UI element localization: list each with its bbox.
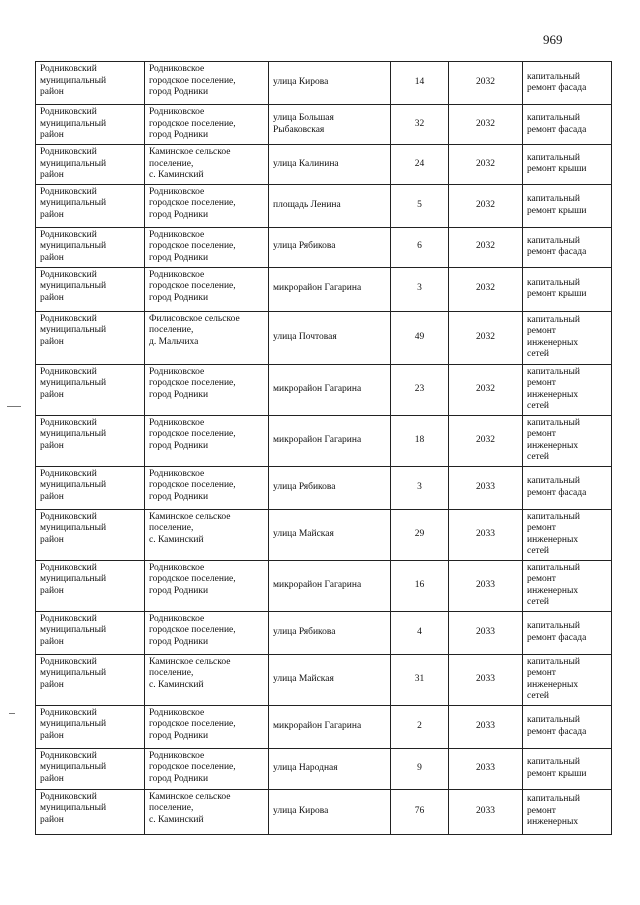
settlement-line: Родниковское — [149, 417, 205, 428]
district-line: муниципальный — [40, 118, 107, 129]
work-type-line: капитальный — [527, 757, 580, 767]
settlement-line: город Родники — [149, 130, 209, 140]
work-type-line: ремонт крыши — [527, 205, 587, 216]
street-line: улица Большая — [273, 113, 334, 123]
settlement-line: город Родники — [149, 773, 209, 784]
settlement-line: городское поселение, — [149, 281, 236, 291]
street-cell — [269, 105, 391, 145]
settlement-line: городское поселение, — [149, 480, 236, 490]
work-type-line: ремонт фасада — [527, 632, 587, 643]
year-cell: 2032 — [449, 227, 523, 267]
settlement-line: Родниковское — [149, 186, 205, 197]
work-type-line: инженерных — [527, 534, 579, 545]
year-cell: 2032 — [449, 364, 523, 415]
work-type-cell — [523, 789, 612, 834]
work-type-line: инженерных — [527, 337, 579, 348]
street-line: микрорайон Гагарина — [273, 720, 362, 731]
table-row — [36, 466, 612, 509]
house-number-cell: 24 — [391, 145, 449, 185]
settlement-line: Родниковское — [149, 107, 205, 117]
work-type-line: капитальный — [527, 621, 580, 631]
district-line: район — [40, 87, 64, 97]
year-cell: 2032 — [449, 311, 523, 364]
street-cell — [269, 611, 391, 654]
settlement-line: Родниковское — [149, 269, 205, 280]
district-cell — [36, 789, 145, 834]
house-number-cell: 76 — [391, 789, 449, 834]
street-line: улица Рябикова — [273, 626, 336, 637]
district-line: Родниковский — [40, 147, 97, 157]
street-line: микрорайон Гагарина — [273, 283, 362, 294]
work-type-line: ремонт крыши — [527, 768, 587, 779]
table-row — [36, 705, 612, 748]
house-number-cell: 6 — [391, 227, 449, 267]
settlement-line: Каминское сельское — [149, 791, 231, 802]
work-type-cell — [523, 311, 612, 364]
work-type-cell — [523, 560, 612, 611]
year-cell: 2032 — [449, 184, 523, 227]
house-number-cell: 16 — [391, 560, 449, 611]
settlement-line: Родниковское — [149, 468, 205, 479]
district-line: муниципальный — [40, 668, 107, 678]
work-type-cell — [523, 227, 612, 267]
district-line: район — [40, 491, 64, 502]
settlement-line: городское поселение, — [149, 75, 236, 86]
settlement-line: Каминское сельское — [149, 656, 231, 667]
street-cell — [269, 227, 391, 267]
work-type-cell — [523, 62, 612, 105]
district-line: муниципальный — [40, 281, 107, 291]
work-type-line: капитальный — [527, 476, 580, 486]
house-number-cell: 49 — [391, 311, 449, 364]
settlement-line: с. Каминский — [149, 170, 204, 180]
district-line: Родниковский — [40, 366, 97, 377]
street-cell — [269, 62, 391, 105]
settlement-cell — [145, 267, 269, 311]
settlement-line: поселение, — [149, 668, 194, 678]
settlement-cell — [145, 654, 269, 705]
work-type-cell — [523, 105, 612, 145]
district-line: Родниковский — [40, 707, 97, 718]
settlement-line: городское поселение, — [149, 574, 236, 584]
street-line: микрорайон Гагарина — [273, 383, 362, 394]
year-cell: 2032 — [449, 145, 523, 185]
street-line: улица Народная — [273, 762, 338, 773]
street-cell — [269, 705, 391, 748]
district-line: муниципальный — [40, 75, 107, 86]
street-cell — [269, 748, 391, 789]
work-type-line: ремонт фасада — [527, 83, 587, 93]
district-line: муниципальный — [40, 719, 107, 729]
work-type-line: сетей — [527, 452, 550, 462]
settlement-cell — [145, 62, 269, 105]
work-type-cell — [523, 145, 612, 185]
settlement-line: городское поселение, — [149, 719, 236, 729]
street-line: улица Рябикова — [273, 241, 336, 252]
year-cell: 2033 — [449, 466, 523, 509]
year-cell: 2033 — [449, 748, 523, 789]
street-cell — [269, 789, 391, 834]
table-row — [36, 789, 612, 834]
district-cell — [36, 654, 145, 705]
settlement-line: д. Мальчиха — [149, 336, 199, 347]
work-type-line: капитальный — [527, 511, 580, 522]
settlement-line: с. Каминский — [149, 534, 204, 545]
street-line: улица Почтовая — [273, 331, 337, 342]
district-line: район — [40, 773, 64, 784]
work-type-line: ремонт — [527, 523, 556, 533]
settlement-cell — [145, 611, 269, 654]
house-number-cell: 9 — [391, 748, 449, 789]
table-row — [36, 364, 612, 415]
settlement-line: Родниковское — [149, 707, 205, 718]
settlement-cell — [145, 145, 269, 185]
street-line: улица Кирова — [273, 805, 329, 816]
street-cell — [269, 184, 391, 227]
house-number-cell: 3 — [391, 466, 449, 509]
work-type-line: ремонт крыши — [527, 164, 587, 175]
district-line: муниципальный — [40, 762, 107, 772]
year-cell: 2032 — [449, 105, 523, 145]
table-row — [36, 184, 612, 227]
street-cell — [269, 267, 391, 311]
house-number-cell: 4 — [391, 611, 449, 654]
district-cell — [36, 509, 145, 560]
work-type-line: капитальный — [527, 562, 580, 573]
settlement-line: с. Каминский — [149, 679, 204, 690]
district-line: муниципальный — [40, 803, 107, 813]
district-line: район — [40, 170, 64, 180]
settlement-cell — [145, 789, 269, 834]
work-type-line: капитальный — [527, 314, 580, 325]
year-cell: 2033 — [449, 560, 523, 611]
district-line: район — [40, 209, 64, 220]
year-cell: 2033 — [449, 789, 523, 834]
settlement-cell — [145, 466, 269, 509]
settlement-line: городское поселение, — [149, 429, 236, 439]
settlement-line: городское поселение, — [149, 625, 236, 635]
street-cell — [269, 145, 391, 185]
work-type-line: ремонт — [527, 805, 556, 816]
settlement-line: Родниковское — [149, 229, 205, 240]
district-line: муниципальный — [40, 625, 107, 635]
table-row — [36, 560, 612, 611]
street-line: микрорайон Гагарина — [273, 579, 362, 590]
street-cell — [269, 654, 391, 705]
street-line: улица Калинина — [273, 158, 339, 169]
work-type-line: сетей — [527, 546, 550, 556]
work-type-line: инженерных — [527, 389, 579, 400]
settlement-line: город Родники — [149, 440, 209, 451]
district-line: Родниковский — [40, 656, 97, 667]
settlement-line: городское поселение, — [149, 762, 236, 772]
table-row — [36, 654, 612, 705]
settlement-cell — [145, 364, 269, 415]
work-type-line: капитальный — [527, 366, 580, 377]
table-row — [36, 145, 612, 185]
table-row — [36, 748, 612, 789]
work-type-line: капитальный — [527, 71, 580, 82]
house-number-cell: 3 — [391, 267, 449, 311]
table-row — [36, 62, 612, 105]
work-type-line: капитальный — [527, 417, 580, 428]
district-line: Родниковский — [40, 229, 97, 240]
street-cell — [269, 466, 391, 509]
settlement-line: Родниковское — [149, 366, 205, 377]
settlement-cell — [145, 705, 269, 748]
work-type-cell — [523, 184, 612, 227]
year-cell: 2033 — [449, 705, 523, 748]
district-cell — [36, 311, 145, 364]
settlement-line: поселение, — [149, 158, 194, 169]
street-line: Рыбаковская — [273, 124, 325, 135]
district-line: муниципальный — [40, 198, 107, 208]
work-type-line: сетей — [527, 597, 550, 607]
work-type-line: капитальный — [527, 152, 580, 163]
year-cell: 2032 — [449, 62, 523, 105]
work-type-line: ремонт — [527, 429, 556, 439]
district-line: район — [40, 252, 64, 263]
district-line: Родниковский — [40, 417, 97, 428]
district-line: район — [40, 679, 64, 690]
settlement-line: поселение, — [149, 523, 194, 533]
district-line: Родниковский — [40, 511, 97, 522]
district-line: муниципальный — [40, 158, 107, 169]
work-type-line: капитальный — [527, 113, 580, 123]
settlement-line: город Родники — [149, 209, 209, 220]
settlement-cell — [145, 560, 269, 611]
district-line: муниципальный — [40, 378, 107, 388]
work-type-line: инженерных — [527, 679, 579, 690]
work-type-line: инженерных — [527, 440, 579, 451]
district-line: Родниковский — [40, 468, 97, 479]
street-line: площадь Ленина — [273, 199, 341, 210]
settlement-line: город Родники — [149, 636, 209, 647]
district-line: муниципальный — [40, 480, 107, 490]
work-type-line: ремонт — [527, 326, 556, 336]
settlement-cell — [145, 311, 269, 364]
work-type-cell — [523, 705, 612, 748]
settlement-line: городское поселение, — [149, 378, 236, 388]
work-type-line: сетей — [527, 401, 550, 411]
work-type-line: ремонт крыши — [527, 289, 587, 299]
district-cell — [36, 105, 145, 145]
settlement-line: Родниковское — [149, 562, 205, 573]
year-cell: 2032 — [449, 415, 523, 466]
district-line: муниципальный — [40, 241, 107, 251]
house-number-cell: 18 — [391, 415, 449, 466]
work-type-cell — [523, 654, 612, 705]
settlement-line: Каминское сельское — [149, 147, 231, 157]
settlement-line: поселение, — [149, 325, 194, 335]
district-line: район — [40, 130, 64, 140]
district-cell — [36, 62, 145, 105]
district-line: район — [40, 336, 64, 347]
street-cell — [269, 311, 391, 364]
work-type-cell — [523, 466, 612, 509]
work-type-line: ремонт фасада — [527, 247, 587, 257]
street-cell — [269, 364, 391, 415]
street-line: улица Майская — [273, 673, 334, 684]
house-number-cell: 14 — [391, 62, 449, 105]
work-type-cell — [523, 611, 612, 654]
district-line: Родниковский — [40, 64, 97, 74]
settlement-line: городское поселение, — [149, 241, 236, 251]
settlement-cell — [145, 415, 269, 466]
work-type-line: ремонт — [527, 378, 556, 388]
street-cell — [269, 509, 391, 560]
settlement-line: город Родники — [149, 491, 209, 502]
settlement-line: город Родники — [149, 730, 209, 741]
work-type-cell — [523, 364, 612, 415]
settlement-line: Каминское сельское — [149, 511, 231, 522]
work-type-line: ремонт — [527, 574, 556, 584]
settlement-cell — [145, 227, 269, 267]
district-line: район — [40, 292, 64, 303]
district-line: муниципальный — [40, 523, 107, 533]
work-type-line: инженерных — [527, 817, 579, 828]
work-type-line: капитальный — [527, 194, 580, 204]
district-line: район — [40, 389, 64, 400]
year-cell: 2033 — [449, 654, 523, 705]
street-line: улица Майская — [273, 528, 334, 539]
year-cell: 2033 — [449, 509, 523, 560]
year-cell: 2033 — [449, 611, 523, 654]
page-number: 969 — [543, 32, 563, 47]
housing-repair-table — [35, 61, 612, 835]
settlement-line: городское поселение, — [149, 198, 236, 208]
house-number-cell: 23 — [391, 364, 449, 415]
settlement-line: город Родники — [149, 585, 209, 596]
street-cell — [269, 415, 391, 466]
settlement-cell — [145, 509, 269, 560]
district-line: район — [40, 636, 64, 647]
district-cell — [36, 415, 145, 466]
district-line: муниципальный — [40, 325, 107, 335]
house-number-cell: 2 — [391, 705, 449, 748]
district-line: Родниковский — [40, 186, 97, 197]
district-line: район — [40, 814, 64, 825]
district-cell — [36, 748, 145, 789]
district-line: муниципальный — [40, 574, 107, 584]
settlement-cell — [145, 748, 269, 789]
margin-mark — [9, 713, 15, 714]
settlement-line: Филисовское сельское — [149, 313, 240, 324]
district-line: Родниковский — [40, 791, 97, 802]
district-line: муниципальный — [40, 429, 107, 439]
district-line: Родниковский — [40, 269, 97, 280]
work-type-cell — [523, 415, 612, 466]
settlement-line: с. Каминский — [149, 814, 204, 825]
table-row — [36, 611, 612, 654]
work-type-line: сетей — [527, 349, 550, 359]
table-row — [36, 415, 612, 466]
work-type-line: ремонт — [527, 668, 556, 678]
work-type-line: инженерных — [527, 585, 579, 596]
district-line: Родниковский — [40, 313, 97, 324]
work-type-line: капитальный — [527, 794, 580, 805]
district-line: Родниковский — [40, 750, 97, 761]
settlement-line: город Родники — [149, 87, 209, 97]
table-row — [36, 509, 612, 560]
district-cell — [36, 184, 145, 227]
settlement-cell — [145, 184, 269, 227]
year-cell: 2032 — [449, 267, 523, 311]
work-type-line: капитальный — [527, 235, 580, 246]
house-number-cell: 5 — [391, 184, 449, 227]
district-line: район — [40, 534, 64, 545]
work-type-line: ремонт фасада — [527, 124, 587, 135]
work-type-cell — [523, 748, 612, 789]
settlement-line: поселение, — [149, 803, 194, 813]
work-type-line: капитальный — [527, 277, 580, 288]
settlement-line: городское поселение, — [149, 118, 236, 129]
district-line: Родниковский — [40, 107, 97, 117]
work-type-line: капитальный — [527, 715, 580, 725]
district-cell — [36, 364, 145, 415]
district-cell — [36, 227, 145, 267]
table-body — [36, 62, 612, 835]
settlement-cell — [145, 105, 269, 145]
district-cell — [36, 705, 145, 748]
margin-mark — [7, 406, 21, 407]
table-row — [36, 227, 612, 267]
work-type-line: капитальный — [527, 656, 580, 667]
district-cell — [36, 267, 145, 311]
table-row — [36, 267, 612, 311]
district-cell — [36, 145, 145, 185]
table-row — [36, 311, 612, 364]
settlement-line: Родниковское — [149, 64, 205, 74]
street-line: улица Кирова — [273, 77, 329, 88]
house-number-cell: 31 — [391, 654, 449, 705]
district-line: Родниковский — [40, 613, 97, 624]
district-cell — [36, 466, 145, 509]
house-number-cell: 32 — [391, 105, 449, 145]
street-line: улица Рябикова — [273, 481, 336, 492]
settlement-line: город Родники — [149, 292, 209, 303]
district-line: район — [40, 730, 64, 741]
settlement-line: Родниковское — [149, 750, 205, 761]
settlement-line: город Родники — [149, 252, 209, 263]
settlement-line: город Родники — [149, 389, 209, 400]
district-line: Родниковский — [40, 562, 97, 573]
settlement-line: Родниковское — [149, 613, 205, 624]
street-cell — [269, 560, 391, 611]
district-line: район — [40, 585, 64, 596]
work-type-line: сетей — [527, 691, 550, 701]
work-type-cell — [523, 267, 612, 311]
work-type-line: ремонт фасада — [527, 487, 587, 498]
house-number-cell: 29 — [391, 509, 449, 560]
district-line: район — [40, 440, 64, 451]
street-line: микрорайон Гагарина — [273, 434, 362, 445]
table-row — [36, 105, 612, 145]
district-cell — [36, 560, 145, 611]
district-cell — [36, 611, 145, 654]
work-type-line: ремонт фасада — [527, 726, 587, 737]
work-type-cell — [523, 509, 612, 560]
